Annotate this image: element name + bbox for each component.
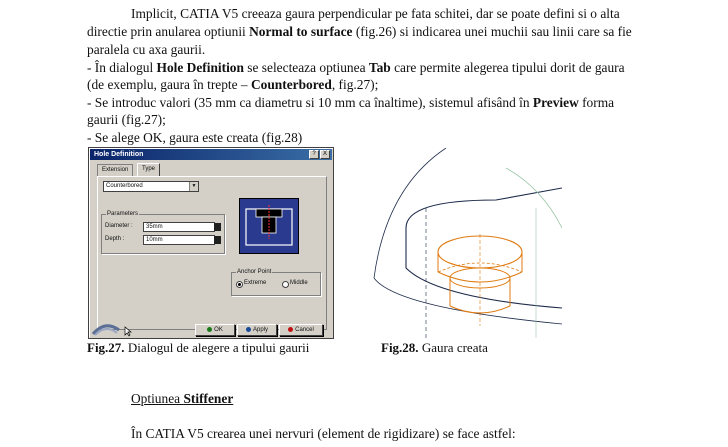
bullet-2-line-1: - Se introduc valori (35 mm ca diametru si 10 mm ca înaltime), sistemul afisând în Preview forma <box>87 95 615 110</box>
depth-label: Depth : <box>105 236 125 242</box>
bullet-1-line-1: - În dialogul Hole Definition se selecteaza optiunea Tab care permite alegerea tipului dorit de gaura <box>87 60 625 75</box>
help-button[interactable]: ? <box>309 150 319 159</box>
chevron-down-icon: ▼ <box>189 182 198 191</box>
catia-logo-icon <box>91 320 121 336</box>
dialog-title: Hole Definition <box>90 149 332 160</box>
section-heading: Optiunea Stiffener <box>131 391 234 406</box>
tab-type[interactable]: Type <box>137 163 160 176</box>
bullet-1-line-2: (de exemplu, gaura în trepte – Counterbored, fig.27); <box>87 77 379 92</box>
close-button[interactable]: X <box>320 150 330 159</box>
anchor-point-title: Anchor Point <box>237 269 272 275</box>
anchor-middle-label: Middle <box>290 280 308 286</box>
bullet-2-line-2: gaurii (fig.27); <box>87 112 166 127</box>
anchor-middle-radio[interactable] <box>282 281 289 288</box>
cancel-icon <box>288 327 293 332</box>
paragraph-line-1: Implicit, CATIA V5 creeaza gaura perpendicular pe fata schitei, dar se poate defini si o alta <box>131 6 620 21</box>
paragraph-line-2: directie prin anularea optiunii Normal to surface (fig.26) si indicarea unei muchii sau linii care sa fie <box>87 24 632 39</box>
tab-extension[interactable]: Extension <box>97 164 133 176</box>
mouse-cursor-icon <box>124 326 133 337</box>
apply-icon <box>246 327 251 332</box>
hole-definition-dialog <box>88 147 334 339</box>
depth-spinner[interactable] <box>214 236 221 244</box>
fig28-caption: Fig.28. Gaura creata <box>381 340 488 355</box>
anchor-extreme-radio[interactable] <box>236 281 243 288</box>
ok-icon <box>207 327 212 332</box>
parameters-group <box>101 211 225 254</box>
hole-type-select[interactable]: Counterbored ▼ <box>103 181 199 192</box>
fig27-caption: Fig.27. Dialogul de alegere a tipului gaurii <box>87 340 310 355</box>
section-intro: În CATIA V5 crearea unei nervuri (element de rigidizare) se face astfel: <box>131 426 516 441</box>
apply-button[interactable]: Apply <box>237 324 277 336</box>
ok-button[interactable]: OK <box>195 324 235 336</box>
diameter-input[interactable]: 35mm <box>143 222 215 232</box>
diameter-spinner[interactable] <box>214 223 221 231</box>
paragraph-line-3: paralela cu axa gaurii. <box>87 42 206 57</box>
bullet-3: - Se alege OK, gaura este creata (fig.28) <box>87 130 303 145</box>
cancel-button[interactable]: Cancel <box>279 324 323 336</box>
parameters-group-title: Parameters <box>107 211 139 217</box>
diameter-label: Diameter : <box>105 223 133 229</box>
hole-preview <box>239 198 299 254</box>
counterbored-preview-icon <box>240 199 298 253</box>
anchor-extreme-label: Extreme <box>244 280 267 286</box>
depth-input[interactable]: 10mm <box>143 235 215 245</box>
hole-3d-view <box>366 148 562 338</box>
